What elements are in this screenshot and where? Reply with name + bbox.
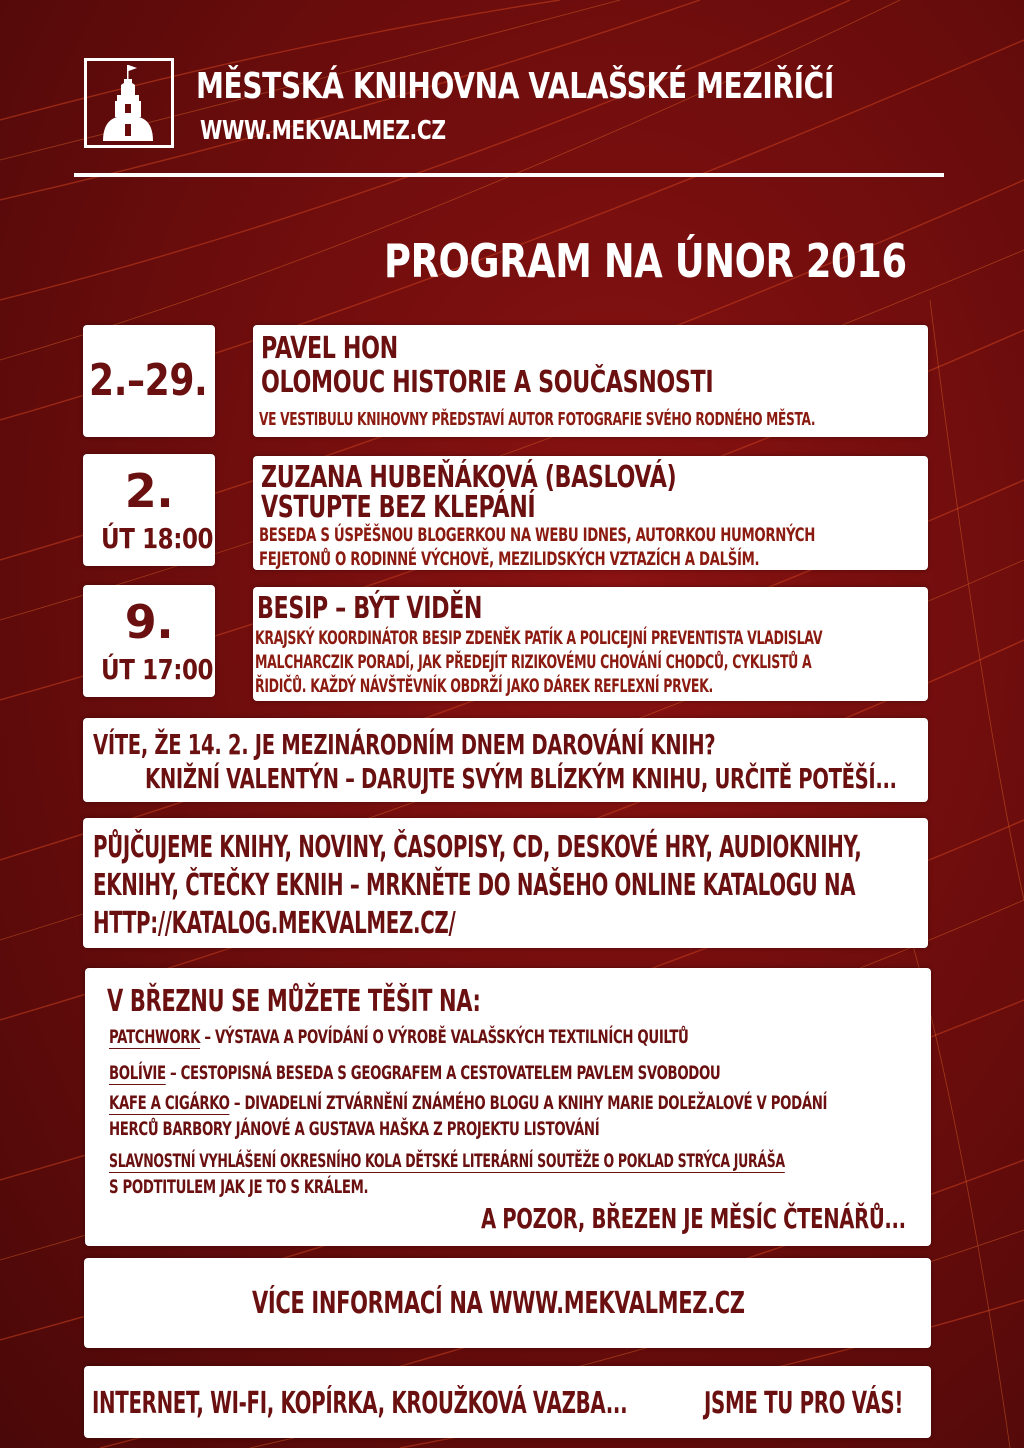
event-author: ZUZANA HUBEŇÁKOVÁ (BASLOVÁ) <box>261 460 677 495</box>
event-title: VSTUPTE BEZ KLEPÁNÍ <box>261 490 536 525</box>
services-box <box>84 1366 931 1438</box>
event-description: FEJETONŮ O RODINNÉ VÝCHOVĚ, MEZILIDSKÝCH VZTAZÍCH A DALŠÍM. <box>259 548 760 570</box>
header-divider <box>74 173 944 177</box>
march-heading: V BŘEZNU SE MŮŽETE TĚŠIT NA: <box>107 984 481 1019</box>
event-date: 2.–29. <box>89 355 208 406</box>
march-item <box>109 1062 720 1084</box>
event-card <box>253 325 928 437</box>
event-date-box <box>83 325 215 437</box>
event-description: KRAJSKÝ KOORDINÁTOR BESIP ZDENĚK PATÍK A POLICEJNÍ PREVENTISTA VLADISLAV <box>255 627 823 649</box>
march-item-name: BOLÍVIE <box>109 1062 166 1084</box>
lending-services-box <box>83 818 928 948</box>
march-item-name: KAFE A CIGÁRKO <box>109 1092 230 1114</box>
event-date: 2. <box>124 464 174 518</box>
more-info-link[interactable]: VÍCE INFORMACÍ NA WWW.MEKVALMEZ.CZ <box>252 1286 745 1321</box>
march-preview-box <box>85 968 931 1246</box>
event-time: ÚT 17:00 <box>101 653 214 686</box>
event-description: MALCHARCZIK PORADÍ, JAK PŘEDEJÍT RIZIKOVÉMU CHOVÁNÍ CHODCŮ, CYKLISTŮ A <box>255 651 812 673</box>
services-slogan: JSME TU PRO VÁS! <box>704 1386 904 1421</box>
event-card <box>253 456 928 570</box>
march-item-text: – CESTOPISNÁ BESEDA S GEOGRAFEM A CESTOVATELEM PAVLEM SVOBODOU <box>165 1062 721 1084</box>
castle-tower-icon <box>87 61 171 145</box>
book-giving-day-question: VÍTE, ŽE 14. 2. JE MEZINÁRODNÍM DNEM DAROVÁNÍ KNIH? <box>93 728 716 761</box>
lending-text: PŮJČUJEME KNIHY, NOVINY, ČASOPISY, CD, DESKOVÉ HRY, AUDIOKNIHY, <box>93 830 862 865</box>
event-time: ÚT 18:00 <box>101 522 214 555</box>
program-title: PROGRAM NA ÚNOR 2016 <box>384 234 907 288</box>
library-website[interactable]: WWW.MEKVALMEZ.CZ <box>200 116 446 146</box>
book-valentine-text: KNIŽNÍ VALENTÝN – DARUJTE SVÝM BLÍZKÝM KNIHU, URČITĚ POTĚŠÍ... <box>145 762 897 795</box>
march-item <box>109 1026 689 1048</box>
lending-text: EKNIHY, ČTEČKY EKNIH – MRKNĚTE DO NAŠEHO ONLINE KATALOGU NA <box>93 868 856 903</box>
march-item-text: – VÝSTAVA A POVÍDÁNÍ O VÝROBĚ VALAŠSKÝCH TEXTILNÍCH QUILTŮ <box>200 1026 689 1048</box>
services-list: INTERNET, WI-FI, KOPÍRKA, KROUŽKOVÁ VAZBA... <box>92 1386 628 1421</box>
event-description: ŘIDIČŮ. KAŽDÝ NÁVŠTĚVNÍK OBDRŽÍ JAKO DÁREK REFLEXNÍ PRVEK. <box>255 675 713 697</box>
event-date-box <box>83 454 215 566</box>
library-name: MĚSTSKÁ KNIHOVNA VALAŠSKÉ MEZIŘÍČÍ <box>196 66 834 107</box>
catalog-link[interactable]: HTTP://KATALOG.MEKVALMEZ.CZ/ <box>93 906 456 941</box>
event-card <box>253 587 928 701</box>
library-logo <box>84 58 174 148</box>
event-description: BESEDA S ÚSPĚŠNOU BLOGERKOU NA WEBU IDNES, AUTORKOU HUMORNÝCH <box>259 524 815 546</box>
event-date-box <box>83 585 215 697</box>
march-item-continuation: S PODTITULEM JAK JE TO S KRÁLEM. <box>109 1176 369 1198</box>
event-title: BESIP – BÝT VIDĚN <box>257 591 483 626</box>
march-item-name: SLAVNOSTNÍ VYHLÁŠENÍ OKRESNÍHO KOLA DĚTSKÉ LITERÁRNÍ SOUTĚŽE O POKLAD STRÝCA JURÁŠA <box>109 1150 785 1172</box>
event-author: PAVEL HON <box>261 331 398 366</box>
more-info-box <box>84 1258 931 1348</box>
event-date: 9. <box>124 595 174 649</box>
event-description: VE VESTIBULU KNIHOVNY PŘEDSTAVÍ AUTOR FOTOGRAFIE SVÉHO RODNÉHO MĚSTA. <box>259 409 816 430</box>
book-giving-day-box <box>83 718 928 802</box>
march-item-continuation: HERCŮ BARBORY JÁNOVÉ A GUSTAVA HAŠKA Z PROJEKTU LISTOVÁNÍ <box>109 1118 600 1140</box>
march-item <box>109 1092 827 1114</box>
march-item-text: – DIVADELNÍ ZTVÁRNĚNÍ ZNÁMÉHO BLOGU A KNIHY MARIE DOLEŽALOVÉ V PODÁNÍ <box>229 1092 828 1114</box>
event-title: OLOMOUC HISTORIE A SOUČASNOSTI <box>261 365 714 400</box>
march-item-name: PATCHWORK <box>109 1026 201 1048</box>
march-footer: A POZOR, BŘEZEN JE MĚSÍC ČTENÁŘŮ... <box>481 1202 906 1235</box>
